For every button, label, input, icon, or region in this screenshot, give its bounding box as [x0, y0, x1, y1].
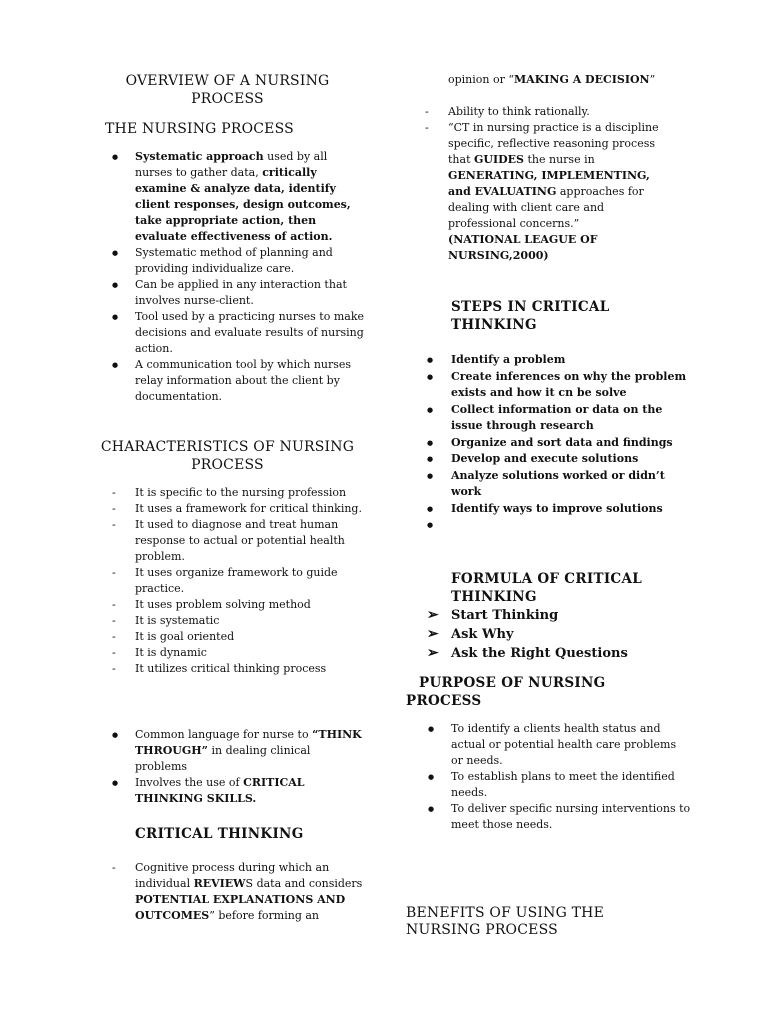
steps-list — [403, 352, 688, 533]
list-item: ● A communication tool by which nurses relay information about the client by documentation. — [90, 357, 365, 405]
characteristics-title-line2: PROCESS — [191, 457, 264, 473]
list-item: - It utilizes critical thinking process — [90, 661, 365, 677]
list-item: ● Identify ways to improve solutions — [403, 501, 688, 518]
benefits-title-line2: NURSING PROCESS — [406, 922, 558, 938]
text: ” — [649, 73, 656, 86]
list-item: - It uses problem solving method — [90, 597, 365, 613]
text: Involves the use of — [135, 776, 244, 789]
purpose-list — [406, 721, 691, 833]
formula-title-line1: FORMULA OF CRITICAL — [451, 571, 643, 587]
bold-text: GUIDES — [473, 153, 524, 166]
list-item: ● Identify a problem — [403, 352, 688, 369]
text: used by all nurses to gather data, — [135, 150, 328, 179]
overview-title-line1: OVERVIEW OF A NURSING — [125, 73, 330, 89]
list-item: ➢ Start Thinking — [403, 606, 688, 625]
list-item: - It uses a framework for critical thinking. — [90, 501, 365, 517]
list-item — [403, 120, 673, 264]
list-item: ● Create inferences on why the problem exists and how it cn be solve — [403, 369, 688, 402]
list-item — [403, 517, 688, 533]
characteristics-list — [90, 485, 365, 677]
list-item: - It uses organize framework to guide practice. — [90, 565, 365, 597]
list-item: ● To deliver specific nursing interventions to meet those needs. — [406, 801, 691, 833]
list-item: ● Organize and sort data and findings — [403, 435, 688, 452]
nursing-process-subtitle: THE NURSING PROCESS — [105, 121, 294, 137]
text: Common language for nurse to — [135, 728, 313, 741]
text: Cognitive process during which an individual — [135, 861, 330, 890]
list-item: ● To identify a clients health status and actual or potential health care problems or needs. — [406, 721, 691, 769]
text: “CT in nursing practice is a discipline specific, reflective reasoning process that — [448, 121, 659, 166]
steps-title-line2: THINKING — [451, 317, 537, 333]
bold-text: GENERATING, IMPLEMENTING, and EVALUATING — [448, 169, 650, 198]
bold-text: critically examine & analyze data, identify client responses, design outcomes, take appropriate action, then evaluate effectiveness of action. — [135, 166, 351, 243]
list-item: ● Analyze solutions worked or didn’t work — [403, 468, 688, 501]
steps-title-line1: STEPS IN CRITICAL — [451, 299, 610, 315]
critical-thinking-title: CRITICAL THINKING — [135, 826, 304, 842]
bold-text: Systematic approach — [135, 150, 264, 163]
list-item: ● Systematic method of planning and providing individualize care. — [90, 245, 365, 277]
bold-text: POTENTIAL EXPLANATIONS AND OUTCOMES — [135, 893, 346, 922]
characteristics-bullets — [90, 727, 365, 807]
benefits-title-line1: BENEFITS OF USING THE — [406, 905, 605, 921]
list-item — [90, 860, 365, 924]
list-item: ● Develop and execute solutions — [403, 451, 688, 468]
text: the nurse in — [523, 153, 595, 166]
bold-text: “THINK THROUGH” — [135, 728, 362, 757]
bold-text: CRITICAL THINKING SKILLS. — [135, 776, 305, 805]
list-item: - Ability to think rationally. — [403, 104, 673, 120]
list-item: - It is goal oriented — [90, 629, 365, 645]
formula-list — [403, 606, 688, 663]
list-item: ● Tool used by a practicing nurses to make decisions and evaluate results of nursing action. — [90, 309, 365, 357]
list-item: ● To establish plans to meet the identified needs. — [406, 769, 691, 801]
list-item: ● Collect information or data on the issue through research — [403, 402, 688, 435]
list-item: ➢ Ask the Right Questions — [403, 644, 688, 663]
critical-thinking-continued — [448, 72, 673, 88]
list-item: ● Can be applied in any interaction that involves nurse-client. — [90, 277, 365, 309]
critical-thinking-list-2 — [403, 104, 673, 264]
list-item — [90, 149, 365, 245]
list-item — [90, 727, 365, 775]
text: S data and considers — [245, 877, 363, 890]
purpose-title-line2: PROCESS — [406, 693, 482, 709]
text: approaches for dealing with client care and professional concerns.” — [448, 185, 644, 230]
list-item: - It is dynamic — [90, 645, 365, 661]
characteristics-title-line1: CHARACTERISTICS OF NURSING — [100, 439, 355, 455]
text: ” before forming an — [209, 909, 319, 922]
formula-title-line2: THINKING — [451, 589, 537, 605]
text: in dealing clinical problems — [135, 744, 311, 773]
list-item: - It used to diagnose and treat human response to actual or potential health problem. — [90, 517, 365, 565]
citation: (NATIONAL LEAGUE OF NURSING,2000) — [448, 233, 598, 262]
list-item: - It is systematic — [90, 613, 365, 629]
text: opinion or “ — [448, 73, 514, 86]
overview-title-line2: PROCESS — [191, 91, 264, 107]
list-item — [90, 775, 365, 807]
list-item: - It is specific to the nursing profession — [90, 485, 365, 501]
critical-thinking-list — [90, 860, 365, 924]
bold-text: REVIEW — [193, 877, 246, 890]
list-item: ➢ Ask Why — [403, 625, 688, 644]
bold-text: MAKING A DECISION — [514, 73, 650, 86]
overview-bullets — [90, 149, 365, 405]
purpose-title-line1: PURPOSE OF NURSING — [419, 675, 606, 691]
